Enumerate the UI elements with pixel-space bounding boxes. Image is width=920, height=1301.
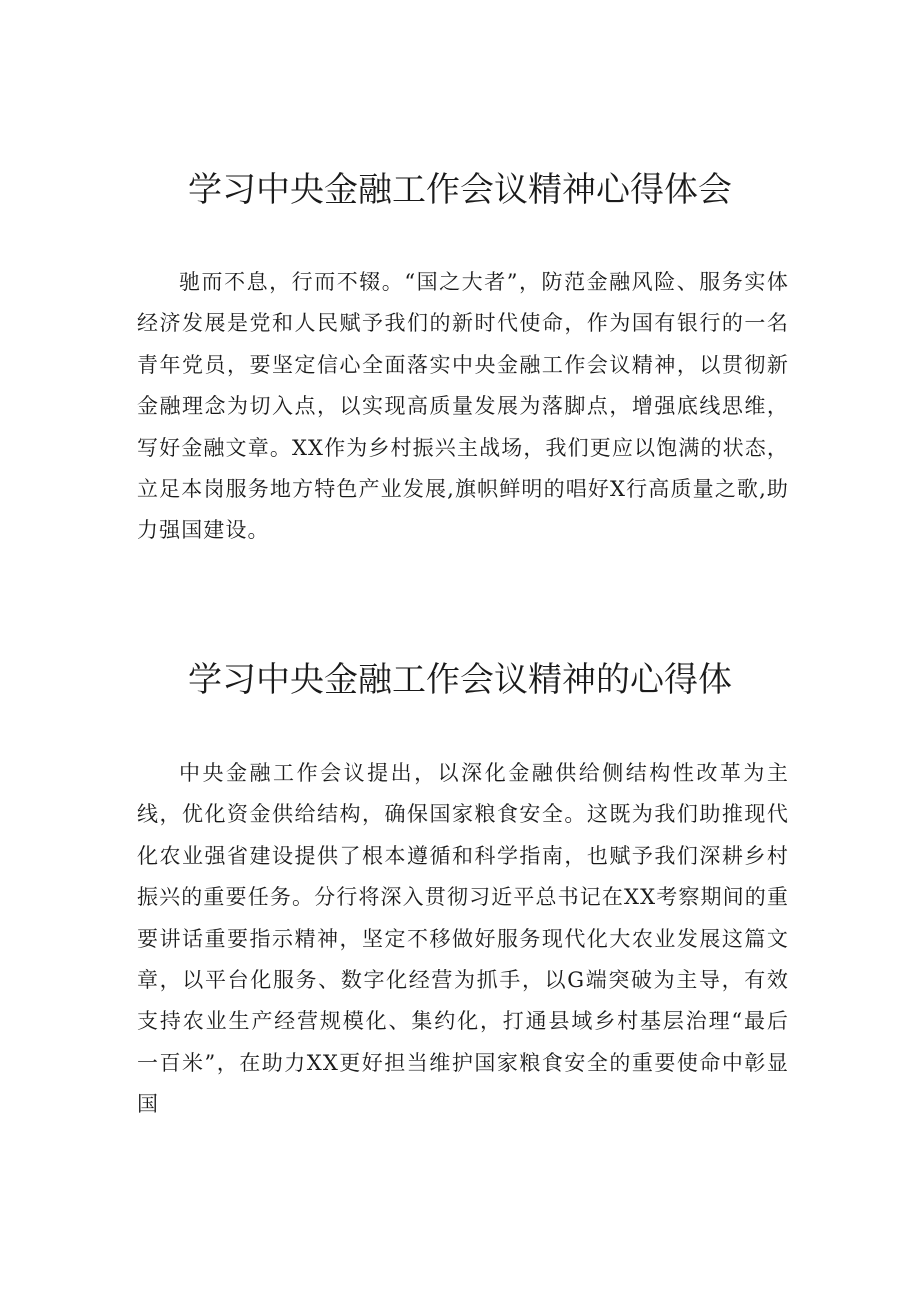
section-body-1: 驰而不息，行而不辍。“国之大者”，防范金融风险、服务实体经济发展是党和人民赋予我们的新时代使命，作为国有银行的一名青年党员，要坚定信心全面落实中央金融工作会议精神，以贯彻新金融理念为切入点，以实现高质量发展为落脚点，增强底线思维，写好金融文章。XX作为乡村振兴主战场，我们更应以饱满的状态，立足本岗服务地方特色产业发展,旗帜鲜明的唱好X行高质量之歌,助力强国建设。: [137, 270, 789, 543]
section-body-2: 中央金融工作会议提出，以深化金融供给侧结构性改革为主线，优化资金供给结构，确保国家粮食安全。这既为我们助推现代化农业强省建设提供了根本遵循和科学指南，也赋予我们深耕乡村振兴的重要任务。分行将深入贯彻习近平总书记在XX考察期间的重要讲话重要指示精神，坚定不移做好服务现代化大农业发展这篇文章，以平台化服务、数字化经营为抓手，以G端突破为主导，有效支持农业生产经营规模化、集约化，打通县域乡村基层治理“最后一百米”，在助力XX更好担当维护国家粮食安全的重要使命中彰显国: [137, 761, 789, 1117]
section-title-2: 学习中央金融工作会议精神的心得体: [188, 660, 732, 700]
section-title-1: 学习中央金融工作会议精神心得体会: [188, 170, 732, 210]
